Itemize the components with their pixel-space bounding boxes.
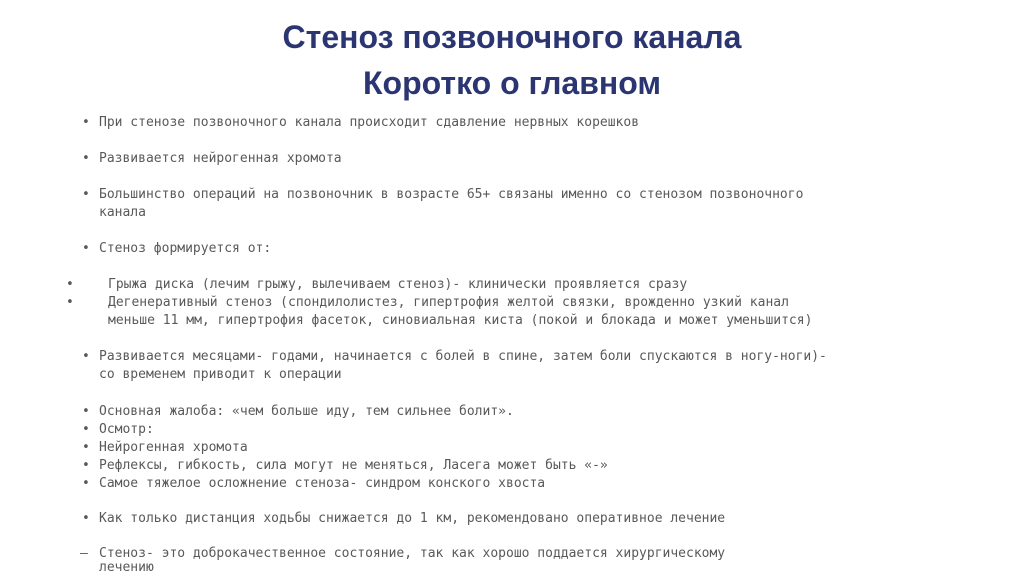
bullet-marker: •: [82, 458, 90, 473]
list-item-line: Дегенеративный стеноз (спондилолистез, гипертрофия желтой связки, врожденно узкий канал: [108, 295, 789, 310]
list-item-line: Развивается месяцами- годами, начинается с болей в спине, затем боли спускаются в ногу-ноги)-: [99, 349, 827, 364]
list-item-line: меньше 11 мм, гипертрофия фасеток, синовиальная киста (покой и блокада и может уменьшится): [108, 313, 813, 328]
list-item-line: Развивается нейрогенная хромота: [99, 151, 342, 166]
bullet-marker: •: [82, 349, 90, 364]
bullet-marker: •: [82, 422, 90, 437]
title-line-2: Коротко о главном: [363, 65, 661, 101]
bullet-marker: •: [82, 476, 90, 491]
list-item-line: Самое тяжелое осложнение стеноза- синдром конского хвоста: [99, 476, 546, 491]
bullet-marker: •: [82, 440, 90, 455]
list-item-line: Осмотр:: [99, 422, 154, 437]
list-item-line: При стенозе позвоночного канала происходит сдавление нервных корешков: [99, 115, 640, 130]
list-item-line: Стеноз- это доброкачественное состояние, так как хорошо поддается хирургическому: [99, 546, 726, 561]
bullet-marker: •: [82, 511, 90, 526]
list-item-line: со временем приводит к операции: [99, 367, 342, 382]
title-line-1: Стеноз позвоночного канала: [282, 19, 742, 55]
bullet-marker: •: [66, 295, 74, 310]
list-item-line: Нейрогенная хромота: [99, 440, 248, 455]
list-item-line: Большинство операций на позвоночник в возрасте 65+ связаны именно со стенозом позвоночного: [99, 187, 804, 202]
list-item-line: канала: [99, 205, 146, 220]
bullet-marker: •: [82, 404, 90, 419]
bullet-marker: •: [82, 187, 90, 202]
bullet-marker: •: [82, 241, 90, 256]
list-item-line: Стеноз формируется от:: [99, 241, 272, 256]
list-item-line: Грыжа диска (лечим грыжу, вылечиваем стеноз)- клинически проявляется сразу: [108, 277, 688, 292]
bullet-marker: •: [66, 277, 74, 292]
bullet-marker: •: [82, 151, 90, 166]
list-item-line: лечению: [99, 560, 154, 575]
list-item-line: Рефлексы, гибкость, сила могут не меняться, Ласега может быть «-»: [99, 458, 608, 473]
bullet-marker: •: [82, 115, 90, 130]
list-item-line: Как только дистанция ходьбы снижается до 1 км, рекомендовано оперативное лечение: [99, 511, 726, 526]
dash-marker: –: [80, 546, 88, 561]
list-item-line: Основная жалоба: «чем больше иду, тем сильнее болит».: [99, 404, 514, 419]
